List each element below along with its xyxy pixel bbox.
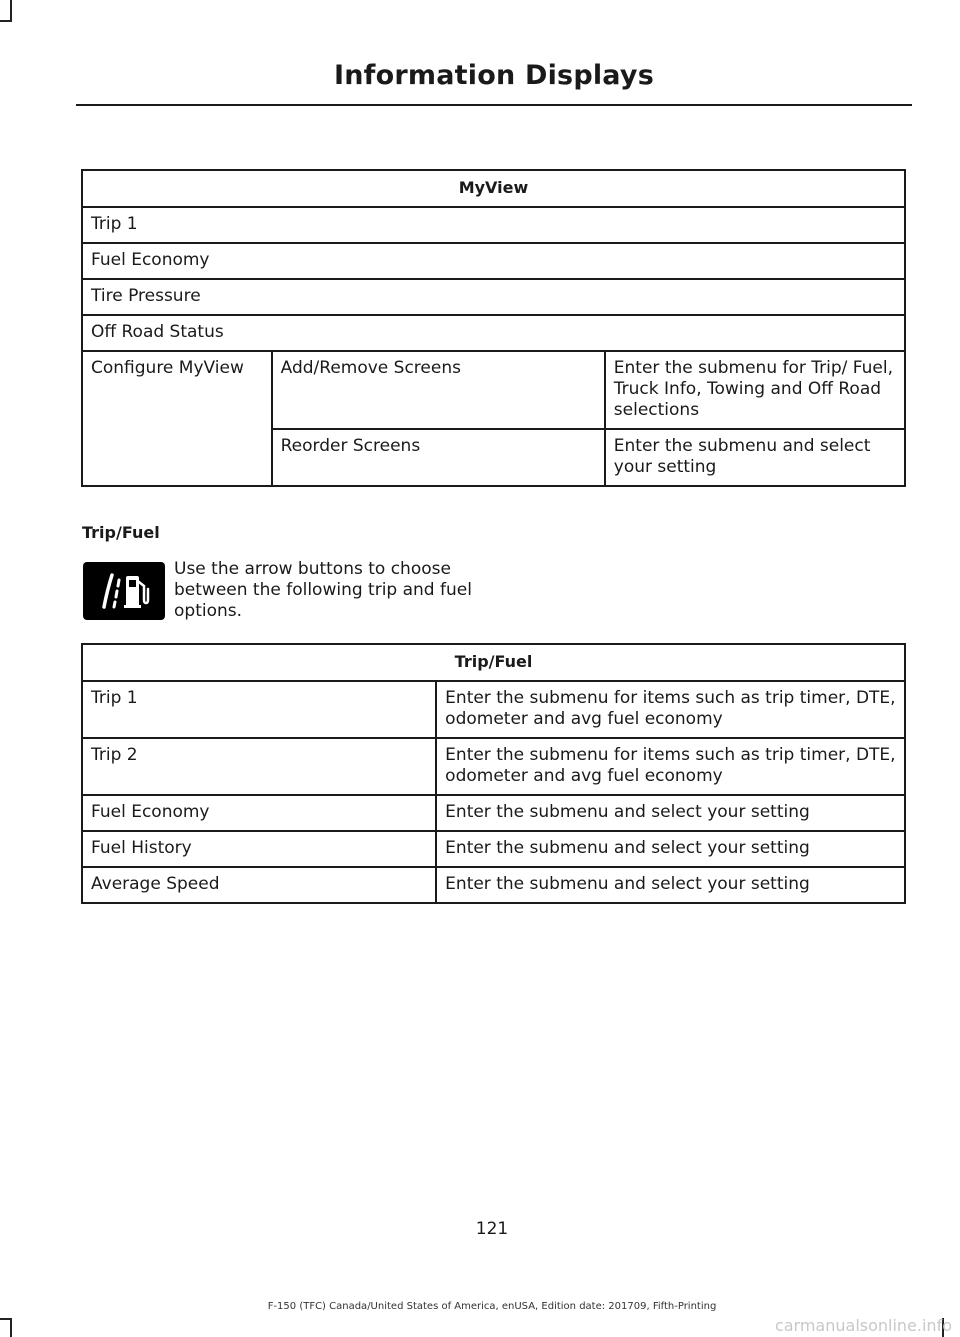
table-row (82, 243, 905, 279)
table-cell: Trip 1 (82, 207, 905, 243)
table-cell: Enter the submenu and select your setting (436, 831, 905, 867)
page-title: Information Displays (334, 60, 654, 91)
table-row (82, 681, 905, 738)
crop-mark (10, 1318, 12, 1337)
myview-table (81, 169, 906, 487)
trip-fuel-table-title: Trip/Fuel (82, 644, 905, 681)
table-cell: Off Road Status (82, 315, 905, 351)
table-header-row (82, 644, 905, 681)
table-row (82, 738, 905, 795)
table-cell: Reorder Screens (272, 429, 605, 486)
table-cell: Average Speed (82, 867, 436, 903)
section-heading: Trip/Fuel (82, 523, 160, 542)
fuel-pump-icon (83, 562, 165, 620)
table-header-row (82, 170, 905, 207)
table-cell: Enter the submenu and select your setting (605, 429, 905, 486)
header-divider (76, 104, 912, 106)
page-number: 121 (475, 1219, 509, 1239)
table-cell: Enter the submenu and select your setting (436, 795, 905, 831)
table-cell: Enter the submenu for Trip/ Fuel, Truck Info, Towing and Off Road selections (605, 351, 905, 429)
table-row (82, 207, 905, 243)
myview-table-title: MyView (82, 170, 905, 207)
table-row (82, 351, 905, 429)
table-cell: Enter the submenu and select your setting (436, 867, 905, 903)
table-cell: Fuel Economy (82, 795, 436, 831)
table-cell: Fuel Economy (82, 243, 905, 279)
table-cell: Fuel History (82, 831, 436, 867)
trip-fuel-table (81, 643, 906, 904)
table-row (82, 315, 905, 351)
table-cell: Tire Pressure (82, 279, 905, 315)
edition-footer: F-150 (TFC) Canada/United States of America, enUSA, Edition date: 201709, Fifth-Printing (267, 1301, 717, 1312)
section-intro: Use the arrow buttons to choose between the following trip and fuel options. (174, 559, 472, 621)
table-row (82, 831, 905, 867)
table-cell: Enter the submenu for items such as trip timer, DTE, odometer and avg fuel economy (436, 681, 905, 738)
table-row (82, 279, 905, 315)
crop-mark (10, 0, 12, 22)
watermark: carmanualsonline.info (774, 1316, 952, 1335)
table-cell: Enter the submenu for items such as trip timer, DTE, odometer and avg fuel economy (436, 738, 905, 795)
table-row (82, 795, 905, 831)
table-cell: Trip 2 (82, 738, 436, 795)
crop-mark (0, 20, 12, 22)
crop-mark (0, 1318, 12, 1320)
table-cell: Configure MyView (82, 351, 272, 486)
table-cell: Add/Remove Screens (272, 351, 605, 429)
table-cell: Trip 1 (82, 681, 436, 738)
table-row (82, 867, 905, 903)
